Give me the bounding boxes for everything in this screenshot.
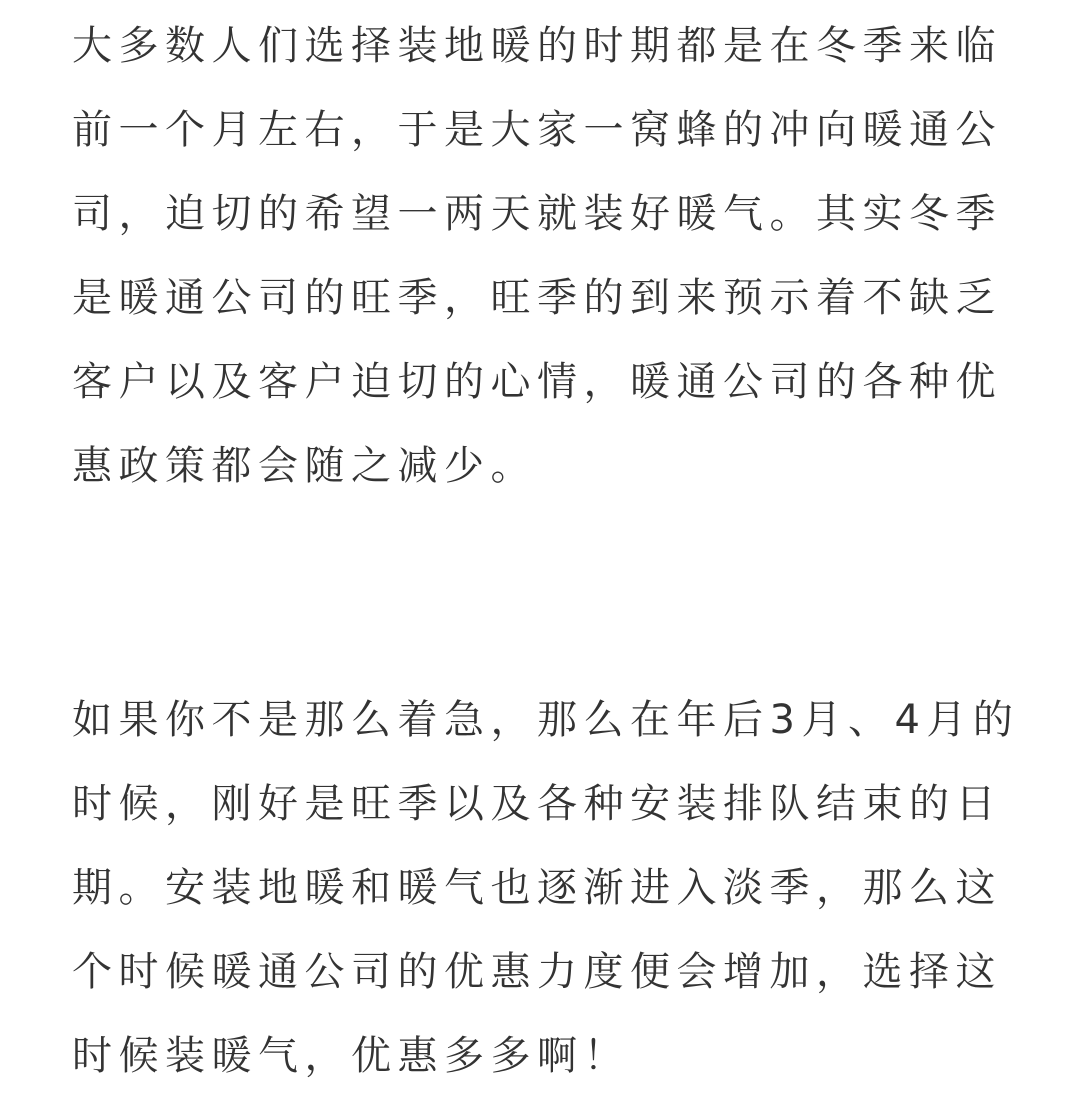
paragraph-1: [72, 4, 1012, 508]
paragraph-line: 个时候暖通公司的优惠力度便会增加，选择这: [72, 949, 1002, 995]
paragraph-line: 期。安装地暖和暖气也逐渐进入淡季，那么这: [72, 865, 1002, 911]
paragraph-2: [72, 678, 1020, 1098]
paragraph-line: 是暖通公司的旺季，旺季的到来预示着不缺乏: [72, 275, 1002, 321]
paragraph-line: 前一个月左右，于是大家一窝蜂的冲向暖通公: [72, 107, 1002, 153]
paragraph-line: 客户以及客户迫切的心情，暖通公司的各种优: [72, 359, 1002, 405]
article-body: [72, 0, 1020, 1098]
paragraph-line: 大多数人们选择装地暖的时期都是在冬季来临: [72, 23, 1002, 69]
paragraph-line: 时候装暖气，优惠多多啊！: [72, 1033, 630, 1079]
paragraph-spacer: [72, 508, 1012, 678]
paragraph-line: 惠政策都会随之减少。: [72, 443, 537, 489]
paragraph-line: 时候，刚好是旺季以及各种安装排队结束的日: [72, 781, 1002, 827]
paragraph-line: 如果你不是那么着急，那么在年后3月、4月的: [72, 697, 1020, 743]
paragraph-line: 司，迫切的希望一两天就装好暖气。其实冬季: [72, 191, 1002, 237]
